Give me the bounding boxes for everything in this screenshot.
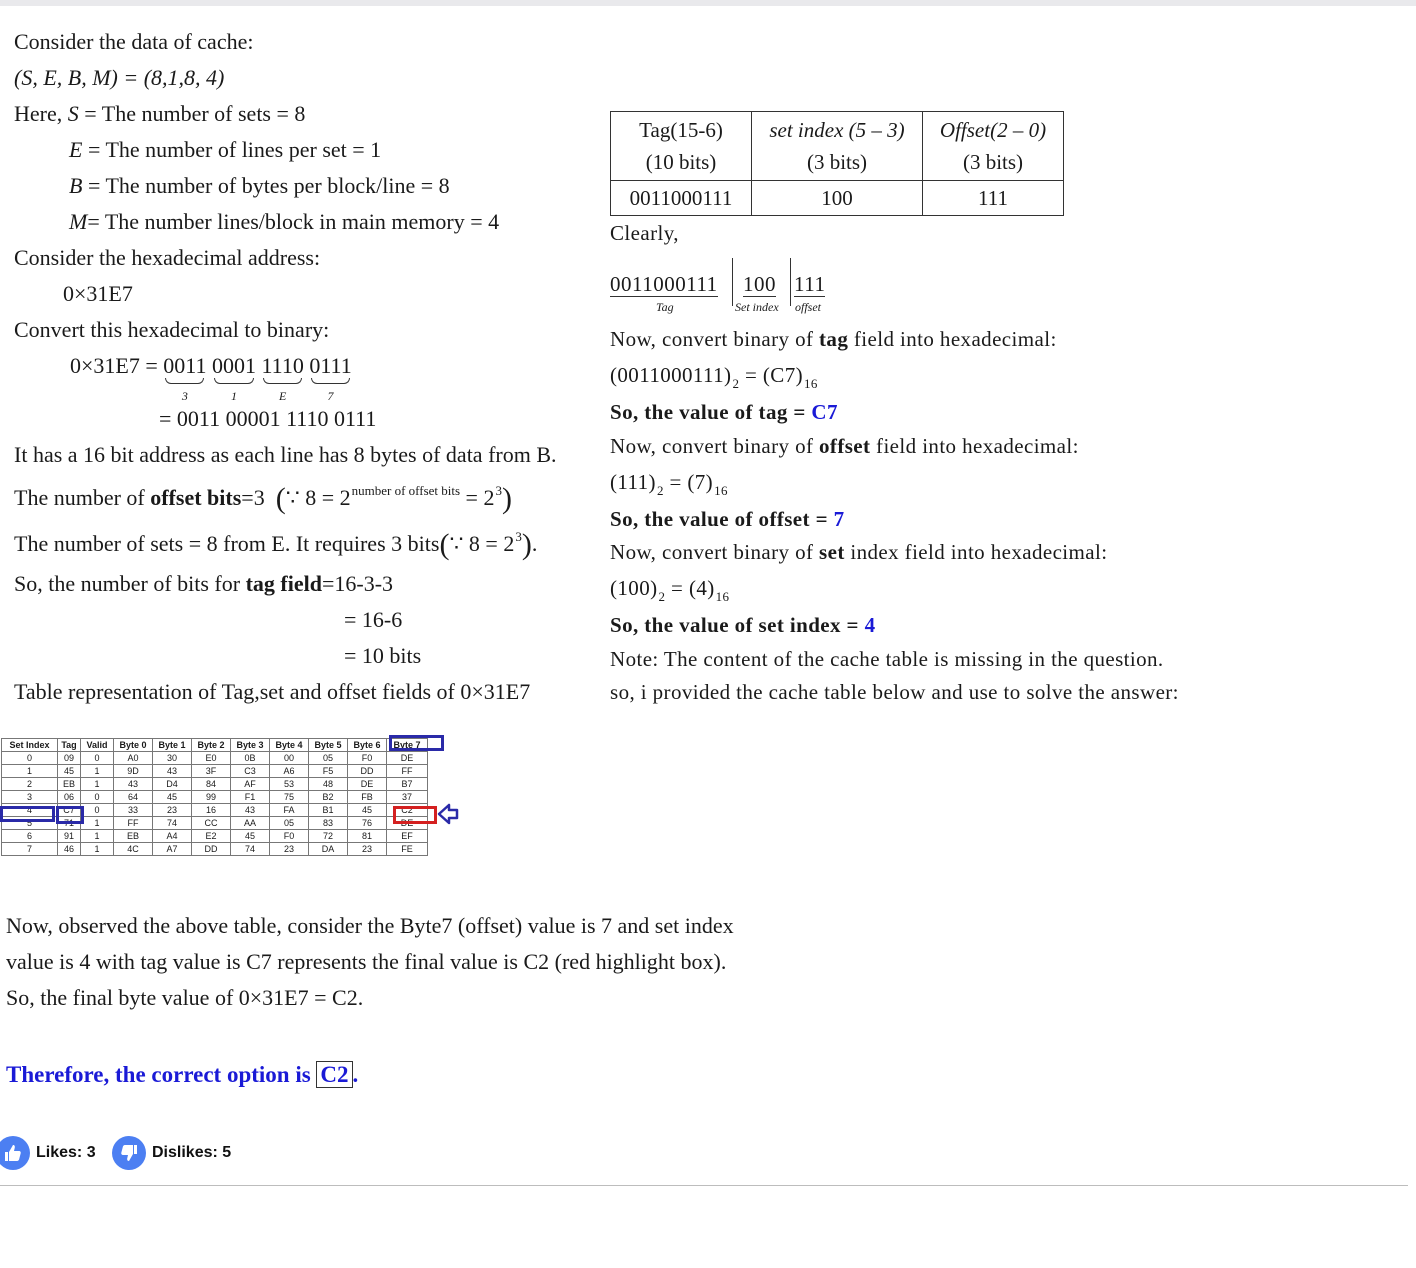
tag-calc-1: = 16-6 (344, 607, 403, 632)
cache-cell: 53 (270, 778, 309, 791)
cache-header-cell: Byte 4 (270, 739, 309, 752)
tag-value: 0011000111 (611, 181, 752, 216)
set-hex-eq: $(100)_2 = (4)_{16}$ (610, 576, 730, 604)
tag-hex-eq: $(0011000111)_2 = (C7)_{16}$ (610, 363, 818, 391)
thumbs-down-icon[interactable] (112, 1136, 146, 1170)
cache-cell: 09 (58, 752, 81, 765)
cache-cell: FF (387, 765, 428, 778)
address-line: It has a 16 bit address as each line has 8 bytes of data from B. (14, 442, 557, 467)
set-value-line: So, the value of set index = 4 (610, 613, 876, 637)
cache-cell: 64 (114, 791, 153, 804)
cache-cell: 7 (2, 843, 58, 856)
cache-cell: C2 (387, 804, 428, 817)
set-index-highlight (0, 806, 55, 822)
cache-header-cell: Byte 1 (153, 739, 192, 752)
cache-cell: 37 (387, 791, 428, 804)
table-representation-line: Table representation of Tag,set and offset fields of 0×31E7 (14, 679, 531, 704)
cache-cell: F1 (231, 791, 270, 804)
offset-segment: 111 offset (794, 272, 826, 314)
cache-cell: 23 (153, 804, 192, 817)
nibble-4: 0111 7 (309, 353, 352, 403)
params-line: (S, E, B, M) = (8,1,8, 4) (14, 65, 225, 90)
tag-calc-2: = 10 bits (344, 643, 422, 668)
cache-cell: FA (270, 804, 309, 817)
cache-cell: 1 (81, 778, 114, 791)
offset-header: Offset(2 – 0) (3 bits) (923, 112, 1064, 181)
cache-cell: AF (231, 778, 270, 791)
cache-cell: FE (387, 843, 428, 856)
answer-box: C2 (316, 1061, 352, 1088)
cache-cell: 72 (309, 830, 348, 843)
clearly-label: Clearly, (610, 221, 679, 245)
cache-cell: B7 (387, 778, 428, 791)
cache-header-cell: Byte 6 (348, 739, 387, 752)
cache-cell: 45 (58, 765, 81, 778)
cache-cell: 23 (270, 843, 309, 856)
set-segment: 100 Set index (735, 272, 779, 314)
offset-hex-eq: $(111)_2 = (7)_{16}$ (610, 470, 728, 498)
cache-cell: DE (348, 778, 387, 791)
set-convert-line: Now, convert binary of set index field into hexadecimal: (610, 540, 1108, 564)
cache-cell: B1 (309, 804, 348, 817)
cache-cell: C7 (58, 804, 81, 817)
conclusion-line-1: Now, observed the above table, consider the Byte7 (offset) value is 7 and set index (6, 913, 734, 938)
hex-address: 0×31E7 (63, 281, 133, 306)
cache-cell: 06 (58, 791, 81, 804)
result-highlight (393, 806, 437, 824)
tag-highlight (56, 806, 84, 824)
cache-row (2, 752, 428, 765)
nibble-3: 1110 E (261, 353, 304, 403)
cache-cell: DD (192, 843, 231, 856)
cache-cell: 1 (81, 830, 114, 843)
memory-line: M= The number lines/block in main memory = 4 (69, 209, 500, 234)
byte7-highlight (389, 735, 444, 751)
cache-cell: A6 (270, 765, 309, 778)
cache-cell: 91 (58, 830, 81, 843)
cache-cell: FB (348, 791, 387, 804)
cache-cell: E2 (192, 830, 231, 843)
convert-line: Convert this hexadecimal to binary: (14, 317, 330, 342)
cache-header-cell: Byte 2 (192, 739, 231, 752)
cache-cell: A0 (114, 752, 153, 765)
sets-bits-line: The number of sets = 8 from E. It requires 3 bits(∵ $8 = 2^3$). (14, 528, 538, 561)
cache-cell: B2 (309, 791, 348, 804)
cache-cell: 99 (192, 791, 231, 804)
cache-cell: 74 (153, 817, 192, 830)
cache-cell: 0 (81, 791, 114, 804)
cache-cell: 84 (192, 778, 231, 791)
cache-header-cell: Byte 5 (309, 739, 348, 752)
cache-header-row (2, 739, 428, 752)
cache-cell: 83 (309, 817, 348, 830)
cache-header-cell: Byte 7 (387, 739, 428, 752)
cache-table (1, 738, 428, 856)
offset-value-line: So, the value of offset = 7 (610, 507, 845, 531)
cache-cell: 9D (114, 765, 153, 778)
cache-cell: 45 (348, 804, 387, 817)
bit-field-table (610, 111, 1064, 216)
cache-cell: 2 (2, 778, 58, 791)
cache-cell: 0 (81, 752, 114, 765)
cache-cell: 75 (270, 791, 309, 804)
cache-cell: EB (114, 830, 153, 843)
offset-convert-line: Now, convert binary of offset field into hexadecimal: (610, 434, 1079, 458)
cache-cell: FF (114, 817, 153, 830)
cache-cell: 1 (81, 817, 114, 830)
tag-header: Tag(15-6) (10 bits) (611, 112, 752, 181)
cache-cell: 71 (58, 817, 81, 830)
cache-cell: 43 (231, 804, 270, 817)
cache-cell: 45 (231, 830, 270, 843)
cache-cell: AA (231, 817, 270, 830)
cache-cell: F0 (348, 752, 387, 765)
note-line: Note: The content of the cache table is missing in the question. (610, 647, 1164, 671)
cache-row (2, 778, 428, 791)
cache-cell: 43 (153, 765, 192, 778)
hex-intro-line: Consider the hexadecimal address: (14, 245, 321, 270)
cache-cell: DA (309, 843, 348, 856)
offset-value: 111 (923, 181, 1064, 216)
cache-cell: 33 (114, 804, 153, 817)
cache-cell: 5 (2, 817, 58, 830)
nibble-2: 0001 1 (211, 353, 256, 403)
conclusion-line-3: So, the final byte value of 0×31E7 = C2. (6, 985, 364, 1010)
likes-count: Likes: 3 (36, 1144, 96, 1161)
cache-row (2, 843, 428, 856)
cache-cell: EF (387, 830, 428, 843)
top-bar (0, 0, 1416, 6)
cache-cell: 3F (192, 765, 231, 778)
answer-line: Therefore, the correct option is C2 . (6, 1062, 359, 1087)
cache-cell: 23 (348, 843, 387, 856)
cache-cell: 0 (81, 804, 114, 817)
cache-cell: 46 (58, 843, 81, 856)
cache-cell: 3 (2, 791, 58, 804)
tag-convert-line: Now, convert binary of tag field into hexadecimal: (610, 327, 1057, 351)
bytes-line: B = The number of bytes per block/line = 8 (69, 173, 450, 198)
cache-header-cell: Valid (81, 739, 114, 752)
cache-cell: C3 (231, 765, 270, 778)
cache-cell: 1 (81, 765, 114, 778)
cache-cell: 00 (270, 752, 309, 765)
cache-header-cell: Byte 0 (114, 739, 153, 752)
sets-line: Here, S = The number of sets = 8 (14, 101, 306, 126)
cache-row (2, 765, 428, 778)
set-index-header: set index (5 – 3) (3 bits) (752, 112, 923, 181)
cache-cell: 16 (192, 804, 231, 817)
cache-cell: 05 (309, 752, 348, 765)
cache-cell: 76 (348, 817, 387, 830)
cache-cell: 48 (309, 778, 348, 791)
binary-conversion: 0×31E7 = 0011 3 0001 1 1110 E 0111 7 (70, 353, 352, 403)
set-index-value: 100 (752, 181, 923, 216)
offset-bits-line: The number of offset bits=3 (∵ $8 = 2^{number of offset bits} = 2^3$) (14, 482, 512, 515)
cache-cell: EB (58, 778, 81, 791)
divider (0, 1185, 1408, 1186)
cache-cell: 74 (231, 843, 270, 856)
cache-cell: DD (348, 765, 387, 778)
cache-cell: F0 (270, 830, 309, 843)
cache-cell: 4 (2, 804, 58, 817)
cache-cell: 0B (231, 752, 270, 765)
cache-cell: A4 (153, 830, 192, 843)
cache-cell: 43 (114, 778, 153, 791)
cache-cell: 4C (114, 843, 153, 856)
tag-segment: 0011000111 Tag (610, 272, 718, 314)
cache-header-cell: Tag (58, 739, 81, 752)
tag-value-line: So, the value of tag = C7 (610, 400, 838, 424)
cache-cell: 1 (2, 765, 58, 778)
nibble-1: 0011 3 (163, 353, 207, 403)
cache-cell: D4 (153, 778, 192, 791)
cache-cell: DE (387, 817, 428, 830)
dislikes-count: Dislikes: 5 (152, 1144, 232, 1161)
conclusion-line-2: value is 4 with tag value is C7 represents the final value is C2 (red highlight box). (6, 949, 727, 974)
cache-cell: 81 (348, 830, 387, 843)
tag-bits-line: So, the number of bits for tag field=16-3-3 (14, 571, 394, 596)
cache-cell: 45 (153, 791, 192, 804)
cache-cell: 0 (2, 752, 58, 765)
cache-cell: E0 (192, 752, 231, 765)
thumbs-up-icon[interactable] (0, 1136, 30, 1170)
cache-row (2, 791, 428, 804)
lines-line: E = The number of lines per set = 1 (69, 137, 382, 162)
cache-header-cell: Byte 3 (231, 739, 270, 752)
cache-cell: DE (387, 752, 428, 765)
intro-line: Consider the data of cache: (14, 29, 254, 54)
arrow-left-icon (437, 802, 459, 826)
cache-row (2, 830, 428, 843)
cache-cell: 1 (81, 843, 114, 856)
cache-cell: 6 (2, 830, 58, 843)
note-line-2: so, i provided the cache table below and use to solve the answer: (610, 680, 1179, 704)
cache-cell: 30 (153, 752, 192, 765)
cache-cell: CC (192, 817, 231, 830)
cache-cell: A7 (153, 843, 192, 856)
cache-cell: F5 (309, 765, 348, 778)
binary-result: = 0011 00001 1110 0111 (159, 406, 377, 431)
cache-cell: 05 (270, 817, 309, 830)
cache-header-cell: Set Index (2, 739, 58, 752)
